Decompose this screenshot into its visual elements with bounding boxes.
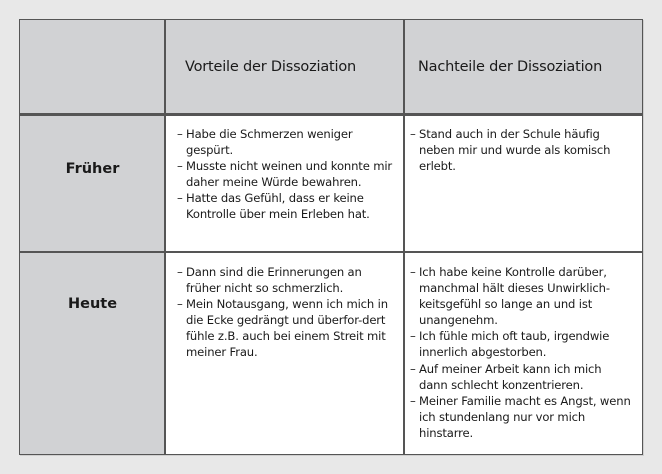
list-item: – Mein Notausgang, wenn ich mich in die Ecke gedrängt und überfor-dert fühle z.B. auch bei einem Streit mit meiner Frau. [177,296,396,360]
header-disadvantages-label: Nachteile der Dissoziation [418,59,603,75]
list-item: – Stand auch in der Schule häufig neben mir und wurde als komisch erlebt. [410,126,632,174]
row-label-frueher [20,114,165,252]
cell-frueher-advantages [165,114,404,252]
header-disadvantages [404,20,642,114]
row-label-heute [20,252,165,454]
row-divider [20,251,642,253]
cell-heute-advantages [165,252,404,454]
list-item: – Hatte das Gefühl, dass er keine Kontrolle über mein Erleben hat. [177,190,396,222]
row-divider [20,113,642,116]
list-item: – Musste nicht weinen und konnte mir daher meine Würde bewahren. [177,158,396,190]
list-item: – Habe die Schmerzen weniger gespürt. [177,126,396,158]
row-label-text: Heute [67,296,118,312]
comparison-table [19,19,643,455]
list-item: – Ich fühle mich oft taub, irgendwie innerlich abgestorben. [410,328,634,360]
corner-cell [20,20,165,114]
cell-heute-disadvantages [404,252,642,454]
column-divider [164,20,166,454]
cell-frueher-disadvantages [404,114,642,252]
column-divider [403,20,405,454]
list-item: – Ich habe keine Kontrolle darüber, manchmal hält dieses Unwirklich-keitsgefühl so lange an und ist unangenehm. [410,264,634,328]
header-advantages-label: Vorteile der Dissoziation [185,59,356,75]
header-advantages [165,20,404,114]
row-label-text: Früher [65,161,120,177]
list-item: – Meiner Familie macht es Angst, wenn ich stundenlang nur vor mich hinstarre. [410,393,634,441]
list-item: – Dann sind die Erinnerungen an früher nicht so schmerzlich. [177,264,396,296]
list-item: – Auf meiner Arbeit kann ich mich dann schlecht konzentrieren. [410,361,634,393]
